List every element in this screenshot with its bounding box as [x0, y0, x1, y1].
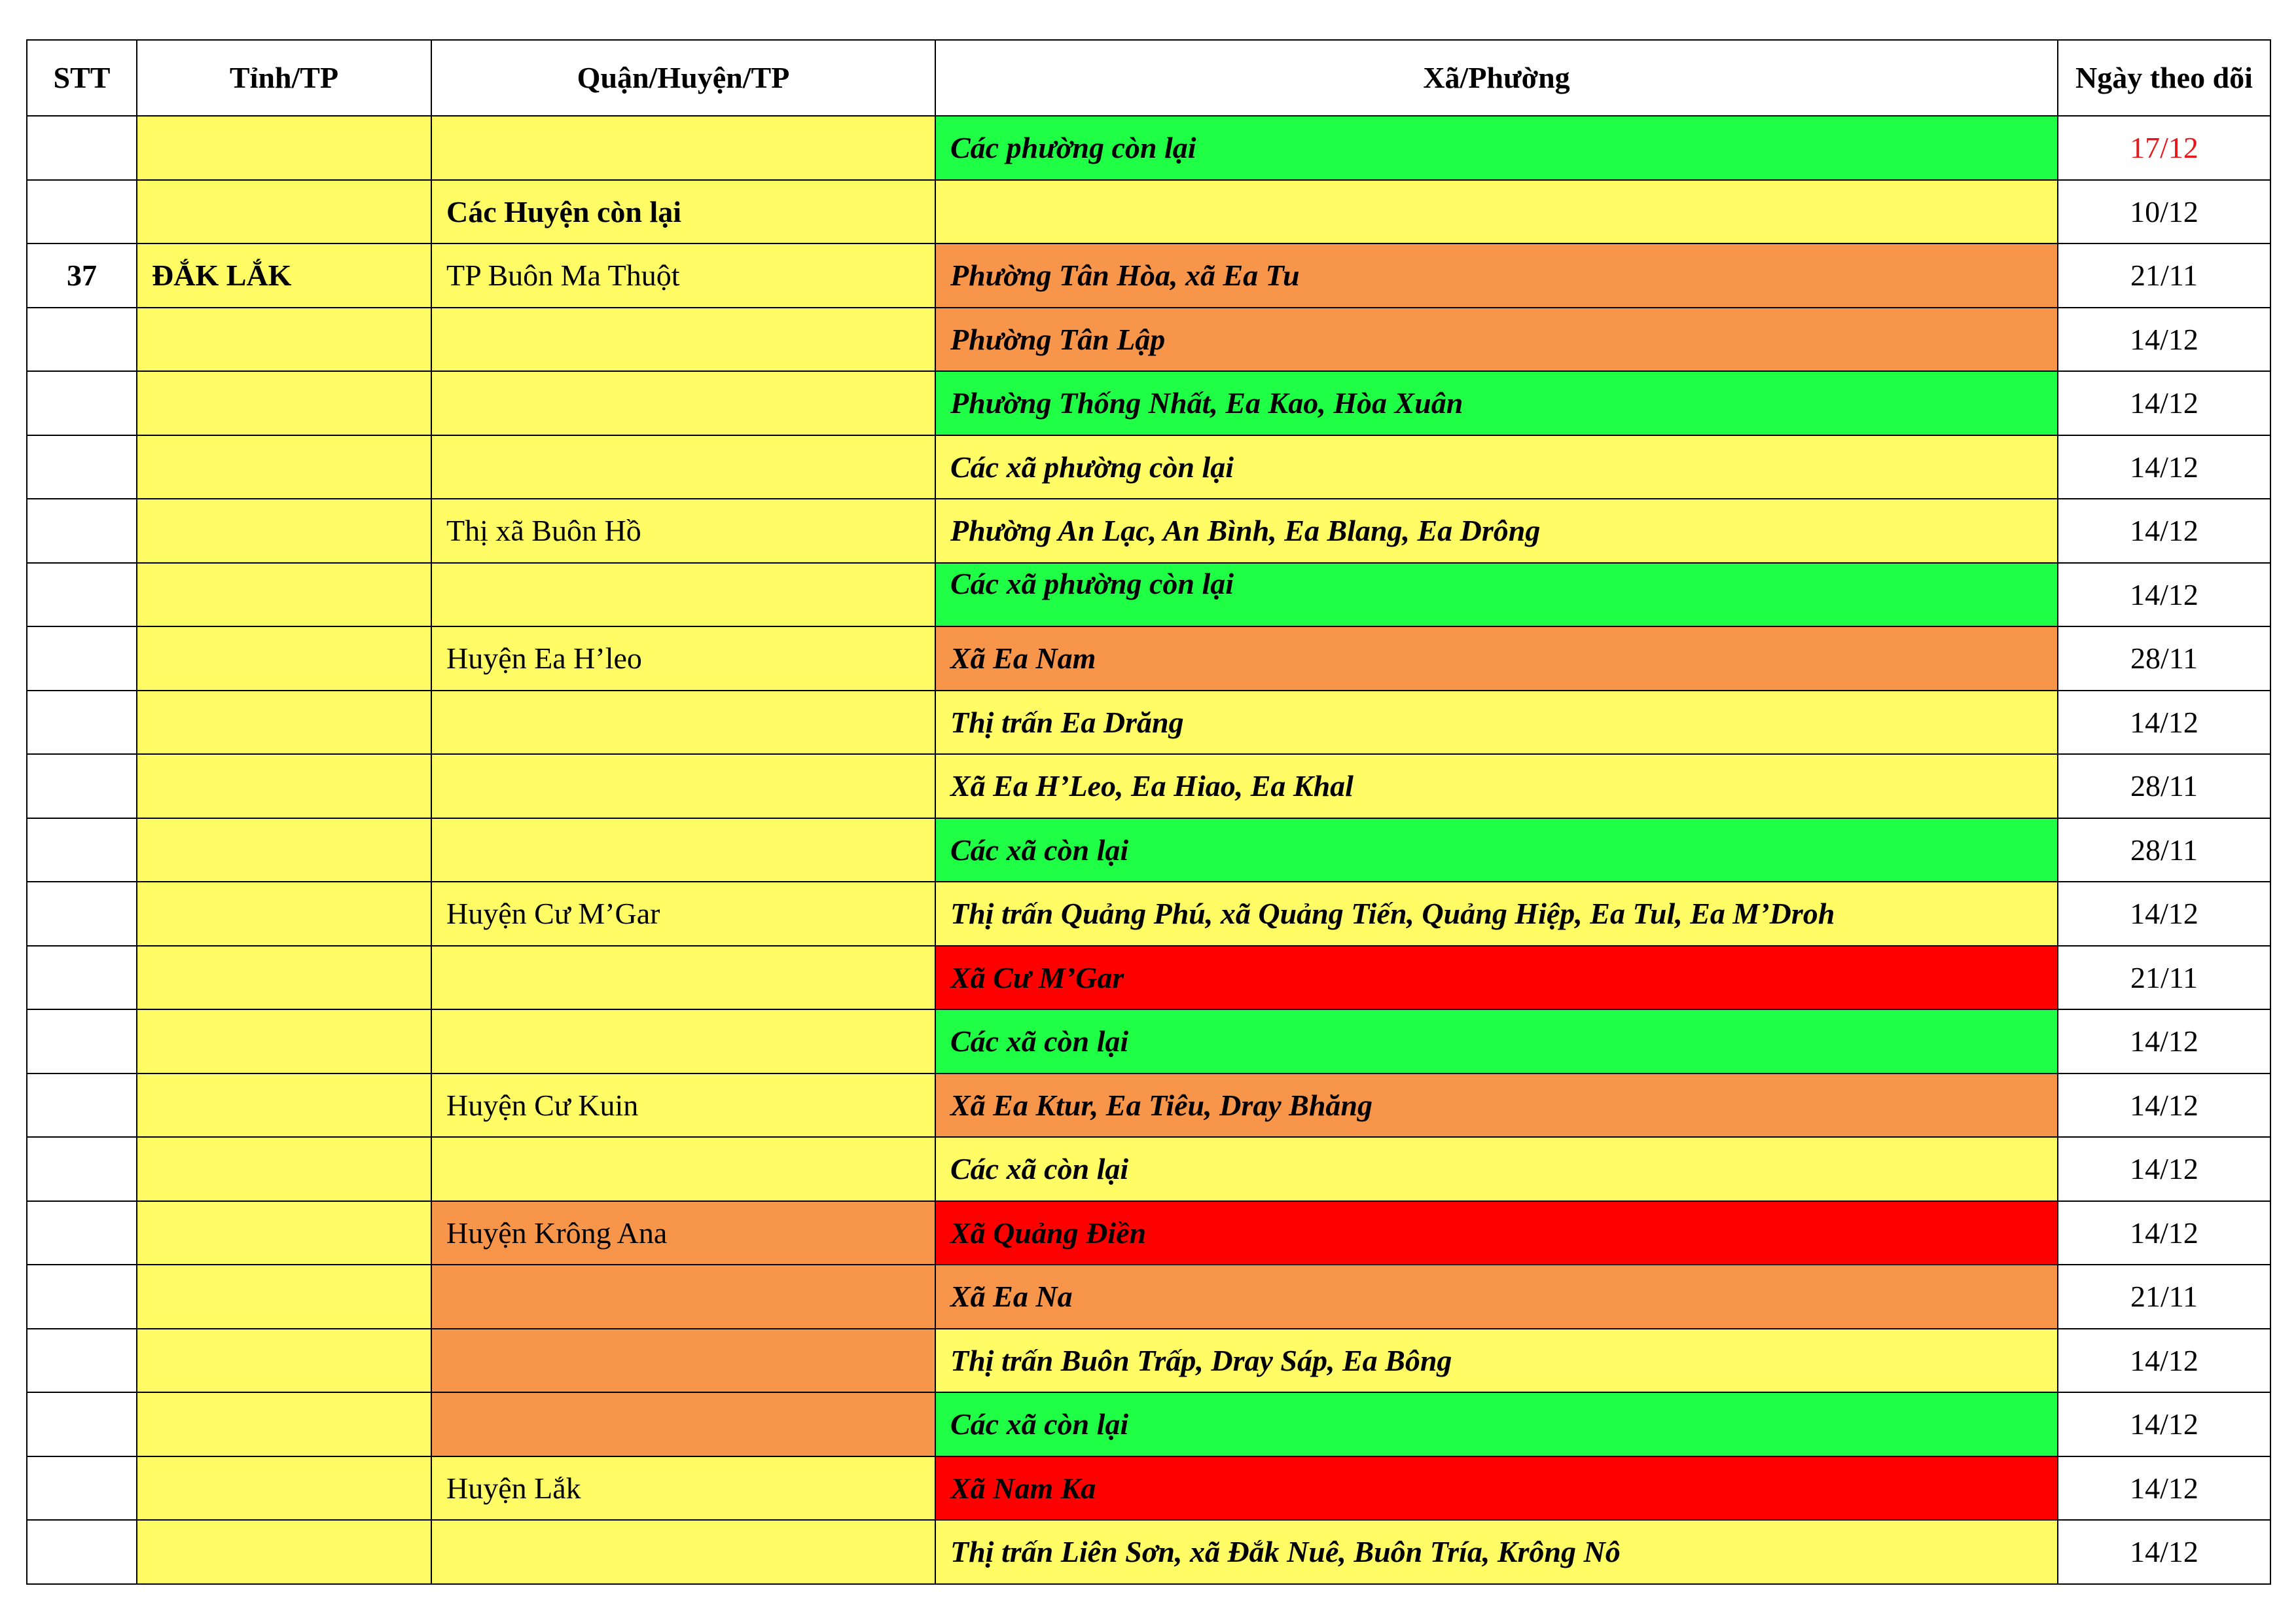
cell-quan: [431, 1520, 935, 1584]
cell-quan: [431, 691, 935, 755]
cell-stt: [27, 1009, 137, 1074]
cell-xa: Thị trấn Liên Sơn, xã Đắk Nuê, Buôn Tría, Krông Nô: [935, 1520, 2058, 1584]
cell-ngay: 14/12: [2058, 882, 2270, 946]
cell-ngay: 10/12: [2058, 180, 2270, 244]
cell-ngay: 17/12: [2058, 116, 2270, 180]
cell-xa: Thị trấn Quảng Phú, xã Quảng Tiến, Quảng Hiệp, Ea Tul, Ea M’Droh: [935, 882, 2058, 946]
cell-xa: Thị trấn Ea Drăng: [935, 691, 2058, 755]
header-ngay: Ngày theo dõi: [2058, 40, 2270, 116]
cell-ngay: 14/12: [2058, 308, 2270, 372]
header-stt: STT: [27, 40, 137, 116]
cell-xa: Xã Ea Ktur, Ea Tiêu, Dray Bhăng: [935, 1074, 2058, 1138]
cell-ngay: 21/11: [2058, 946, 2270, 1010]
cell-tinh: [137, 1329, 431, 1393]
cell-quan: [431, 435, 935, 499]
cell-tinh: [137, 1265, 431, 1329]
cell-xa: Các xã còn lại: [935, 818, 2058, 882]
header-tinh: Tỉnh/TP: [137, 40, 431, 116]
cell-quan: [431, 308, 935, 372]
cell-ngay: 14/12: [2058, 1392, 2270, 1456]
cell-ngay: 14/12: [2058, 1137, 2270, 1201]
cell-quan: [431, 818, 935, 882]
cell-ngay: 14/12: [2058, 371, 2270, 435]
table-row: [27, 818, 2270, 882]
cell-tinh: [137, 1074, 431, 1138]
cell-xa: Xã Ea Na: [935, 1265, 2058, 1329]
header-row: [27, 40, 2270, 116]
cell-stt: [27, 1137, 137, 1201]
cell-quan: [431, 371, 935, 435]
cell-ngay: 14/12: [2058, 1520, 2270, 1584]
cell-xa: Xã Ea Nam: [935, 626, 2058, 691]
cell-tinh: [137, 116, 431, 180]
cell-tinh: [137, 308, 431, 372]
cell-quan: Huyện Lắk: [431, 1456, 935, 1521]
cell-xa: Xã Ea H’Leo, Ea Hiao, Ea Khal: [935, 754, 2058, 818]
cell-ngay: 28/11: [2058, 818, 2270, 882]
monitoring-table: [26, 39, 2271, 1585]
cell-stt: [27, 308, 137, 372]
cell-quan: [431, 754, 935, 818]
cell-ngay: 21/11: [2058, 1265, 2270, 1329]
cell-xa: Các xã phường còn lại: [935, 435, 2058, 499]
cell-ngay: 14/12: [2058, 691, 2270, 755]
cell-tinh: [137, 1392, 431, 1456]
cell-xa: Xã Quảng Điền: [935, 1201, 2058, 1265]
cell-stt: [27, 1392, 137, 1456]
cell-tinh: [137, 435, 431, 499]
table-row: [27, 882, 2270, 946]
table-row: [27, 1329, 2270, 1393]
cell-quan: [431, 1009, 935, 1074]
cell-xa: Phường An Lạc, An Bình, Ea Blang, Ea Drông: [935, 499, 2058, 563]
cell-quan: [431, 116, 935, 180]
table-row: [27, 244, 2270, 308]
cell-xa: Xã Nam Ka: [935, 1456, 2058, 1521]
cell-tinh: [137, 882, 431, 946]
cell-xa: Các xã còn lại: [935, 1137, 2058, 1201]
cell-xa: Xã Cư M’Gar: [935, 946, 2058, 1010]
header-quan: Quận/Huyện/TP: [431, 40, 935, 116]
cell-quan: Huyện Krông Ana: [431, 1201, 935, 1265]
cell-stt: [27, 882, 137, 946]
table-row: [27, 1520, 2270, 1584]
cell-tinh: [137, 946, 431, 1010]
cell-quan: [431, 946, 935, 1010]
table-row: [27, 946, 2270, 1010]
table-row: [27, 499, 2270, 563]
cell-stt: [27, 1520, 137, 1584]
cell-ngay: 14/12: [2058, 1456, 2270, 1521]
table-row: [27, 1201, 2270, 1265]
cell-stt: [27, 1456, 137, 1521]
cell-quan: Huyện Ea H’leo: [431, 626, 935, 691]
cell-xa: Thị trấn Buôn Trấp, Dray Sáp, Ea Bông: [935, 1329, 2058, 1393]
cell-quan: [431, 1392, 935, 1456]
table-row: [27, 563, 2270, 627]
cell-xa: Các phường còn lại: [935, 116, 2058, 180]
cell-quan: TP Buôn Ma Thuột: [431, 244, 935, 308]
cell-ngay: 14/12: [2058, 563, 2270, 627]
cell-tinh: [137, 1456, 431, 1521]
cell-ngay: 14/12: [2058, 499, 2270, 563]
cell-xa: Các xã còn lại: [935, 1009, 2058, 1074]
cell-xa: Phường Thống Nhất, Ea Kao, Hòa Xuân: [935, 371, 2058, 435]
table-row: [27, 180, 2270, 244]
cell-stt: [27, 563, 137, 627]
table-row: [27, 1074, 2270, 1138]
cell-quan: Thị xã Buôn Hồ: [431, 499, 935, 563]
cell-tinh: [137, 691, 431, 755]
cell-ngay: 14/12: [2058, 1074, 2270, 1138]
cell-stt: [27, 1265, 137, 1329]
cell-stt: [27, 116, 137, 180]
cell-xa: Các xã còn lại: [935, 1392, 2058, 1456]
table-row: [27, 1456, 2270, 1521]
cell-quan: [431, 1265, 935, 1329]
table-row: [27, 116, 2270, 180]
cell-quan: [431, 1329, 935, 1393]
cell-ngay: 28/11: [2058, 626, 2270, 691]
cell-xa: Các xã phường còn lại: [935, 563, 2058, 627]
cell-tinh: [137, 754, 431, 818]
cell-tinh: [137, 1520, 431, 1584]
table-row: [27, 626, 2270, 691]
cell-stt: [27, 946, 137, 1010]
cell-stt: [27, 371, 137, 435]
cell-tinh: [137, 626, 431, 691]
cell-stt: [27, 1074, 137, 1138]
cell-quan: Các Huyện còn lại: [431, 180, 935, 244]
cell-tinh: [137, 1201, 431, 1265]
cell-tinh: [137, 499, 431, 563]
cell-tinh: [137, 818, 431, 882]
cell-quan: Huyện Cư Kuin: [431, 1074, 935, 1138]
cell-tinh: [137, 1009, 431, 1074]
cell-ngay: 14/12: [2058, 1009, 2270, 1074]
cell-quan: [431, 563, 935, 627]
cell-tinh: [137, 563, 431, 627]
cell-ngay: 14/12: [2058, 435, 2270, 499]
table-row: [27, 1392, 2270, 1456]
cell-stt: [27, 1329, 137, 1393]
cell-ngay: 28/11: [2058, 754, 2270, 818]
cell-ngay: 14/12: [2058, 1201, 2270, 1265]
cell-xa: Phường Tân Hòa, xã Ea Tu: [935, 244, 2058, 308]
table-row: [27, 1265, 2270, 1329]
cell-stt: [27, 818, 137, 882]
cell-stt: 37: [27, 244, 137, 308]
table-row: [27, 435, 2270, 499]
cell-stt: [27, 499, 137, 563]
cell-ngay: 21/11: [2058, 244, 2270, 308]
cell-xa: [935, 180, 2058, 244]
cell-ngay: 14/12: [2058, 1329, 2270, 1393]
cell-quan: Huyện Cư M’Gar: [431, 882, 935, 946]
cell-stt: [27, 626, 137, 691]
table-row: [27, 371, 2270, 435]
table-row: [27, 1009, 2270, 1074]
header-xa: Xã/Phường: [935, 40, 2058, 116]
table-row: [27, 308, 2270, 372]
table-row: [27, 754, 2270, 818]
cell-tinh: [137, 371, 431, 435]
cell-quan: [431, 1137, 935, 1201]
cell-stt: [27, 691, 137, 755]
table-row: [27, 1137, 2270, 1201]
cell-stt: [27, 180, 137, 244]
cell-tinh: [137, 180, 431, 244]
cell-xa: Phường Tân Lập: [935, 308, 2058, 372]
cell-tinh: [137, 1137, 431, 1201]
cell-stt: [27, 754, 137, 818]
table-row: [27, 691, 2270, 755]
cell-stt: [27, 435, 137, 499]
cell-stt: [27, 1201, 137, 1265]
cell-tinh: ĐẮK LẮK: [137, 244, 431, 308]
